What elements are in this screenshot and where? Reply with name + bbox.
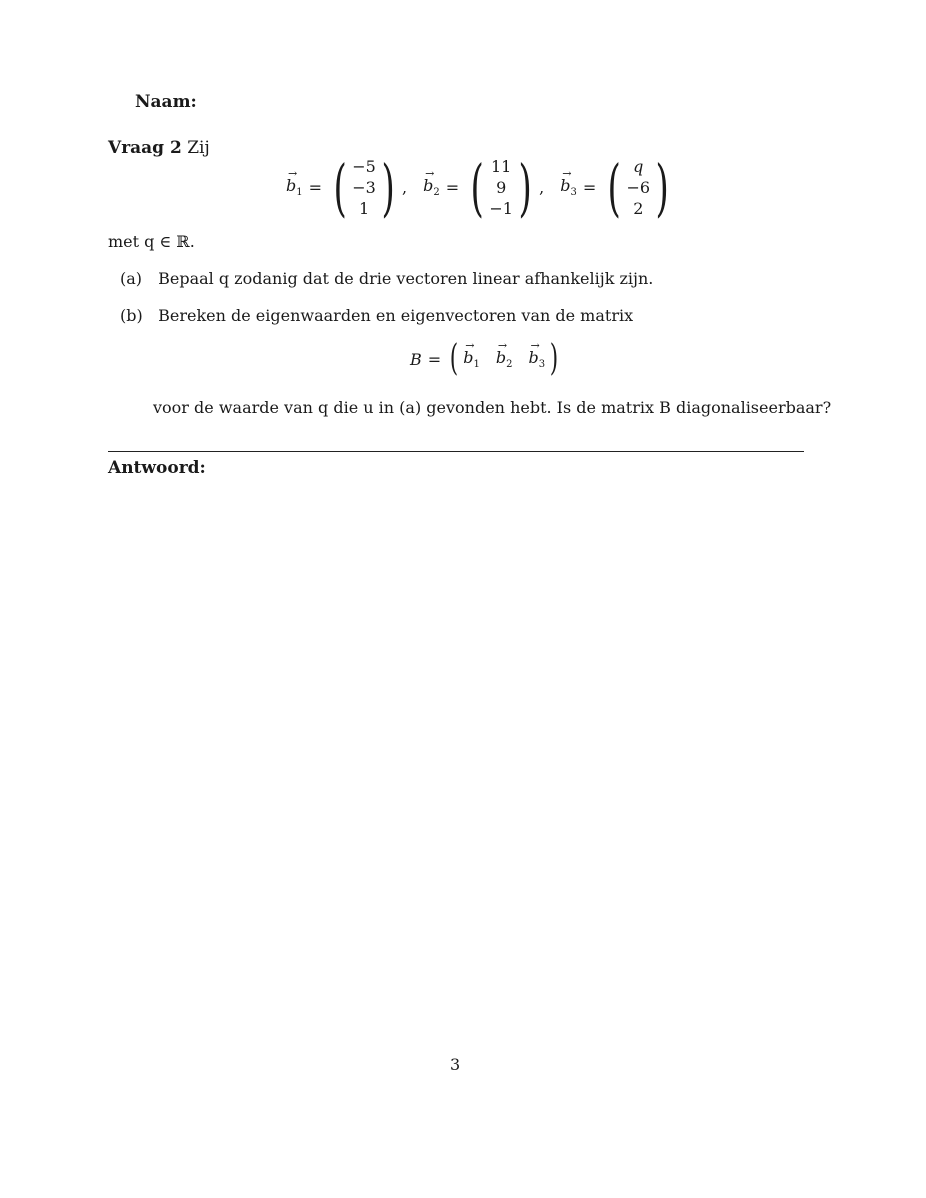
question-intro: Zij [187, 138, 210, 158]
question-heading [108, 138, 210, 158]
matrix-col-b1: → $b_1$ [463, 338, 480, 371]
vector-b1-symbol: → $b_1$ [286, 167, 303, 199]
vector-b3-symbol: → $b_3$ [560, 167, 577, 199]
vector-b3-components: q −6 2 [626, 157, 651, 218]
item-a [120, 269, 653, 288]
item-b-text: Bereken de eigenwaarden en eigenvectoren van de matrix [158, 306, 634, 325]
vector-definitions: → $b_1$ = ( −5 −3 1 ) , → $b_2$ = ( 11 9 −1 ) , → $b_3$ = ( q −6 2 ) [286, 150, 669, 224]
item-a-label: (a) [120, 269, 143, 288]
question-number: Vraag 2 [108, 138, 182, 158]
matrix-b: B = ( → $b_1$ → $b_2$ → $b_3$ ) [410, 338, 559, 379]
vector-b1-components: −5 −3 1 [352, 157, 376, 218]
item-b [120, 306, 633, 325]
condition-text: met q ∈ ℝ. [108, 232, 195, 251]
section-divider [108, 451, 804, 452]
item-b-label: (b) [120, 306, 143, 325]
matrix-col-b3: → $b_3$ [528, 338, 546, 371]
item-a-text: Bepaal q zodanig dat de drie vectoren linear afhankelijk zijn. [158, 269, 654, 288]
name-label: Naam: [135, 92, 197, 112]
page-number: 3 [450, 1055, 461, 1074]
answer-label: Antwoord: [108, 458, 206, 478]
matrix-col-b2: → $b_2$ [495, 338, 513, 371]
followup-text: voor de waarde van q die u in (a) gevonden hebt. Is de matrix B diagonaliseerbaar? [153, 398, 832, 417]
vector-b2-components: 11 9 −1 [489, 157, 513, 218]
matrix-b-symbol: B [410, 349, 422, 369]
vector-b2-symbol: → $b_2$ [423, 167, 440, 199]
